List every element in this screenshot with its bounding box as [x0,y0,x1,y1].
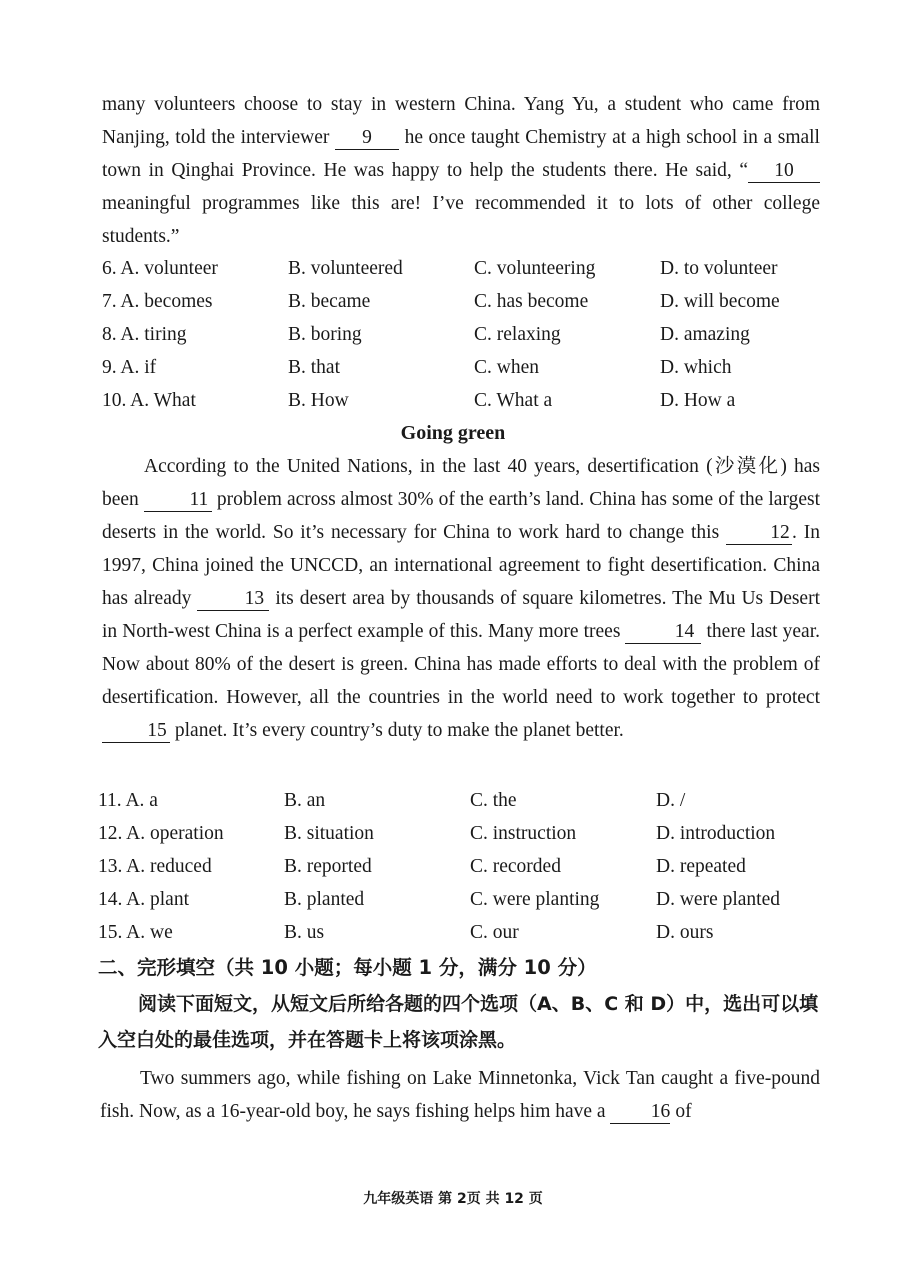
option: C. volunteering [474,258,596,279]
option: 9. A. if [102,357,157,378]
section-instruction: 阅读下面短文，从短文后所给各题的四个选项（A、B、C 和 D）中，选出可以填入空白处的最佳选项，并在答题卡上将该项涂黑。 [98,993,819,1051]
option: D. will become [660,291,780,312]
option: C. instruction [470,823,577,844]
blank-12: 12 [726,522,792,545]
option-row-8 [102,318,820,351]
blank-9: 9 [335,127,399,150]
passage-text: Two summers ago, while fishing on Lake Minnetonka, Vick Tan caught a five-pound fish. Now, as a 16-year-old boy, he says fishing helps him have a [100,1068,820,1122]
page-footer: 九年级英语 第 2页 共 12 页 [363,1191,543,1207]
option: D. How a [660,390,736,411]
option: D. amazing [660,324,750,345]
passage-text: planet. It’s every country’s duty to make the planet better. [170,720,624,741]
option: B. us [284,922,325,943]
option: 12. A. operation [98,823,224,844]
option: C. our [470,922,519,943]
option: B. an [284,790,326,811]
option-row-14 [98,883,816,916]
option: C. when [474,357,539,378]
option-row-9 [102,351,820,384]
option: D. ours [656,922,714,943]
blank-16: 16 [610,1101,670,1124]
option: D. / [656,790,686,811]
option: 8. A. tiring [102,324,187,345]
passage-2 [102,450,820,747]
passage-text: there last year. Now about 80% of the desert is green. China has made efforts to deal with the problem of desertification. However, all the countries in the world need to work together to protect [102,621,820,708]
option: C. were planting [470,889,600,910]
option: C. has become [474,291,589,312]
option: 7. A. becomes [102,291,213,312]
option: 10. A. What [102,390,196,411]
option-row-11 [98,784,816,817]
option: C. What a [474,390,553,411]
option: 15. A. we [98,922,173,943]
option: C. relaxing [474,324,561,345]
option: 13. A. reduced [98,856,212,877]
passage-3 [100,1062,820,1128]
option: D. to volunteer [660,258,778,279]
passage-text: of [670,1101,692,1122]
option: D. which [660,357,732,378]
options-11-15 [98,784,816,949]
passage-title: Going green [400,422,506,444]
option: C. the [470,790,517,811]
option-row-10 [102,384,820,417]
option: D. were planted [656,889,780,910]
passage-text: its desert area by thousands of square kilometres. The Mu Us Desert in North-west China is a perfect example of this. Many more trees [102,588,820,642]
blank-14: 14 [625,621,701,644]
option: C. recorded [470,856,561,877]
option-row-15 [98,916,816,949]
option-row-6 [102,252,820,285]
blank-13: 13 [197,588,269,611]
option: B. volunteered [288,258,403,279]
option: 6. A. volunteer [102,258,218,279]
option: B. reported [284,856,372,877]
option: D. introduction [656,823,776,844]
passage-text: problem across almost 30% of the earth’s land. China has some of the largest deserts in the world. So it’s necessary for China to work hard to change this [102,489,821,543]
option: B. that [288,357,340,378]
option-row-7 [102,285,820,318]
passage-text: According to the United Nations, in the last 40 years, desertification (沙漠化) has been [102,456,820,510]
options-6-10 [102,252,820,417]
blank-15: 15 [102,720,170,743]
option: B. became [288,291,371,312]
option: B. How [288,390,349,411]
passage-1 [102,88,820,253]
option-row-12 [98,817,816,850]
passage-text: he once taught Chemistry at a high school in a small town in Qinghai Province. He was happy to help the students there. He said, “ [102,127,820,181]
passage-text: meaningful programmes like this are! I’ve recommended it to lots of other college students.” [102,193,820,247]
blank-11: 11 [144,489,212,512]
option-row-13 [98,850,816,883]
passage-text: many volunteers choose to stay in western China. Yang Yu, a student who came from Nanjing, told the interviewer [102,94,820,148]
option: 11. A. a [98,790,158,811]
option: 14. A. plant [98,889,189,910]
option: B. boring [288,324,362,345]
blank-10: 10 [748,160,820,183]
passage-text: . In 1997, China joined the UNCCD, an international agreement to fight desertification. China has already [102,522,820,609]
option: B. situation [284,823,374,844]
option: B. planted [284,889,365,910]
option: D. repeated [656,856,746,877]
section-heading: 二、完形填空（共 10 小题；每小题 1 分，满分 10 分） [98,956,597,979]
